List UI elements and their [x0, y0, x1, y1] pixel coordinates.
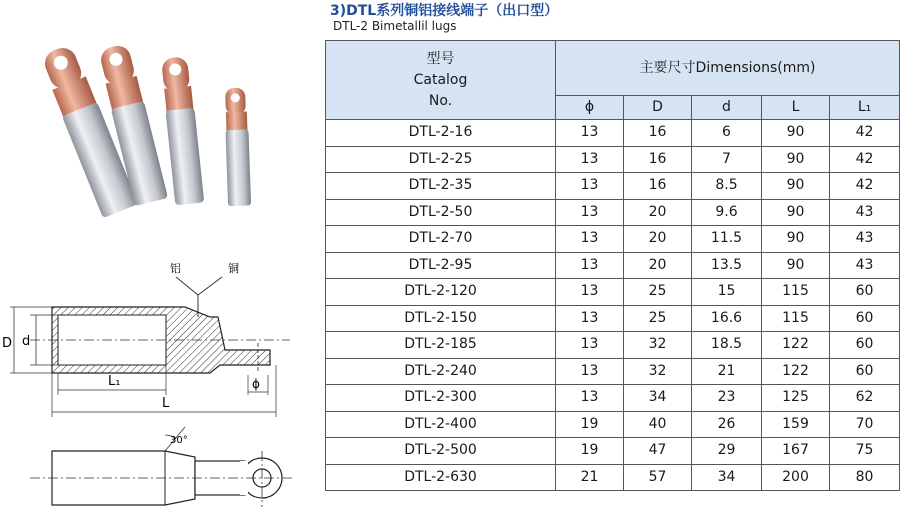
table-row [326, 173, 900, 200]
table-row [326, 146, 900, 173]
L1-cell: 42 [830, 146, 900, 173]
D-cell: 47 [624, 438, 692, 465]
L-cell: 90 [762, 173, 830, 200]
catalog-cell: DTL-2-95 [326, 252, 556, 279]
L-cell: 122 [762, 332, 830, 359]
d-cell: 8.5 [692, 173, 762, 200]
L-cell: 125 [762, 385, 830, 412]
catalog-cell: DTL-2-630 [326, 464, 556, 491]
d-cell: 18.5 [692, 332, 762, 359]
L-cell: 90 [762, 146, 830, 173]
L1-cell: 60 [830, 279, 900, 306]
D-cell: 40 [624, 411, 692, 438]
d-cell: 29 [692, 438, 762, 465]
phi-cell: 21 [556, 464, 624, 491]
phi-cell: 19 [556, 438, 624, 465]
technical-drawing [0, 255, 310, 517]
section-view [30, 307, 290, 373]
L-cell: 90 [762, 252, 830, 279]
table-row [326, 305, 900, 332]
D-cell: 34 [624, 385, 692, 412]
phi-cell: 19 [556, 411, 624, 438]
catalog-cell: DTL-2-50 [326, 199, 556, 226]
catalog-cell: DTL-2-185 [326, 332, 556, 359]
dim-L1: L₁ [108, 374, 121, 389]
lug-photo-4 [224, 87, 251, 206]
d-cell: 11.5 [692, 226, 762, 253]
table-row [326, 252, 900, 279]
d-cell: 16.6 [692, 305, 762, 332]
L-cell: 115 [762, 305, 830, 332]
phi-cell: 13 [556, 305, 624, 332]
catalog-cell: DTL-2-16 [326, 120, 556, 147]
d-cell: 26 [692, 411, 762, 438]
L1-cell: 70 [830, 411, 900, 438]
phi-cell: 13 [556, 385, 624, 412]
L1-cell: 42 [830, 120, 900, 147]
column-header-L1: L₁ [830, 96, 900, 120]
lug-photo-3 [160, 56, 204, 205]
catalog-cell: DTL-2-70 [326, 226, 556, 253]
table-row [326, 385, 900, 412]
catalog-header-zh: 型号 [426, 50, 455, 67]
L1-cell: 60 [830, 358, 900, 385]
plan-view [30, 451, 295, 507]
L-cell: 90 [762, 226, 830, 253]
table-row [326, 358, 900, 385]
D-cell: 25 [624, 305, 692, 332]
catalog-cell: DTL-2-240 [326, 358, 556, 385]
table-row [326, 332, 900, 359]
L-cell: 122 [762, 358, 830, 385]
d-cell: 6 [692, 120, 762, 147]
catalog-cell: DTL-2-300 [326, 385, 556, 412]
dim-D: D [2, 336, 13, 351]
L1-cell: 42 [830, 173, 900, 200]
dim-d: d [22, 334, 31, 349]
d-cell: 34 [692, 464, 762, 491]
phi-cell: 13 [556, 279, 624, 306]
table-row [326, 199, 900, 226]
phi-cell: 13 [556, 146, 624, 173]
column-header-phi: ϕ [556, 96, 624, 120]
D-cell: 20 [624, 252, 692, 279]
table-row [326, 464, 900, 491]
L1-cell: 80 [830, 464, 900, 491]
d-cell: 23 [692, 385, 762, 412]
table-row [326, 226, 900, 253]
d-cell: 7 [692, 146, 762, 173]
dimensions-header: 主要尺寸Dimensions(mm) [556, 41, 900, 96]
catalog-cell: DTL-2-25 [326, 146, 556, 173]
L1-cell: 43 [830, 199, 900, 226]
dim-angle: 30° [170, 435, 188, 446]
L1-cell: 60 [830, 332, 900, 359]
column-header-D: D [624, 96, 692, 120]
phi-cell: 13 [556, 120, 624, 147]
label-aluminum: 铝 [170, 262, 181, 275]
catalog-cell: DTL-2-35 [326, 173, 556, 200]
table-row [326, 279, 900, 306]
catalog-header-cell [326, 41, 556, 120]
L1-cell: 43 [830, 252, 900, 279]
catalog-cell: DTL-2-400 [326, 411, 556, 438]
L1-cell: 62 [830, 385, 900, 412]
D-cell: 32 [624, 332, 692, 359]
D-cell: 20 [624, 199, 692, 226]
table-row [326, 120, 900, 147]
product-photo [0, 40, 310, 260]
L-cell: 159 [762, 411, 830, 438]
L-cell: 200 [762, 464, 830, 491]
catalog-header-en: Catalog [413, 71, 468, 88]
d-cell: 13.5 [692, 252, 762, 279]
phi-cell: 13 [556, 358, 624, 385]
page-subtitle: DTL-2 Bimetallil lugs [333, 19, 457, 33]
L-cell: 90 [762, 120, 830, 147]
catalog-cell: DTL-2-150 [326, 305, 556, 332]
d-cell: 21 [692, 358, 762, 385]
catalog-cell: DTL-2-500 [326, 438, 556, 465]
table-row [326, 438, 900, 465]
phi-cell: 13 [556, 332, 624, 359]
spec-table [325, 40, 900, 491]
phi-cell: 13 [556, 199, 624, 226]
L1-cell: 75 [830, 438, 900, 465]
dim-phi: ϕ [252, 377, 260, 391]
D-cell: 16 [624, 173, 692, 200]
label-copper: 铜 [228, 262, 239, 275]
D-cell: 32 [624, 358, 692, 385]
dim-L: L [162, 396, 170, 411]
L1-cell: 43 [830, 226, 900, 253]
column-header-d: d [692, 96, 762, 120]
table-row [326, 411, 900, 438]
L-cell: 167 [762, 438, 830, 465]
column-header-L: L [762, 96, 830, 120]
page-title: 3)DTL系列铜铝接线端子（出口型） [330, 3, 559, 19]
D-cell: 16 [624, 146, 692, 173]
catalog-cell: DTL-2-120 [326, 279, 556, 306]
D-cell: 20 [624, 226, 692, 253]
d-cell: 9.6 [692, 199, 762, 226]
L-cell: 115 [762, 279, 830, 306]
spec-table-body [326, 120, 900, 491]
phi-cell: 13 [556, 226, 624, 253]
L-cell: 90 [762, 199, 830, 226]
D-cell: 16 [624, 120, 692, 147]
catalog-header-no: No. [428, 92, 453, 109]
d-cell: 15 [692, 279, 762, 306]
phi-cell: 13 [556, 252, 624, 279]
L1-cell: 60 [830, 305, 900, 332]
D-cell: 57 [624, 464, 692, 491]
D-cell: 25 [624, 279, 692, 306]
phi-cell: 13 [556, 173, 624, 200]
